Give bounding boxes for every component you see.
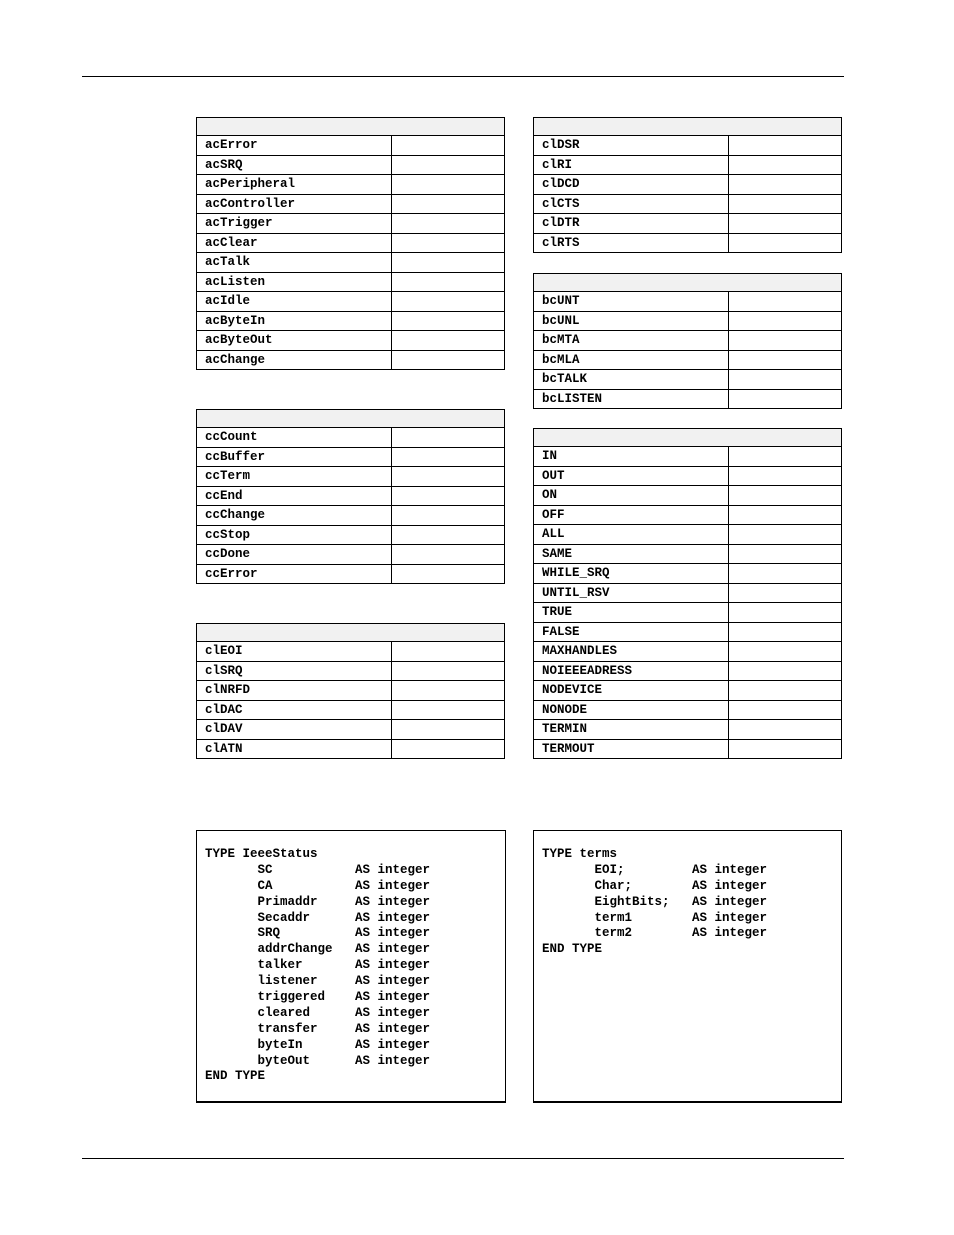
- table-row: [197, 233, 505, 253]
- constant-value: [729, 233, 842, 253]
- table-row: [534, 292, 842, 312]
- constant-name: MAXHANDLES: [534, 642, 729, 662]
- constant-value: [729, 466, 842, 486]
- constant-name: acIdle: [197, 292, 392, 312]
- constant-value: [392, 681, 505, 701]
- constant-name: clCTS: [534, 194, 729, 214]
- table-row: [534, 739, 842, 759]
- constant-name: ccDone: [197, 545, 392, 565]
- code-line: Primaddr AS integer: [205, 894, 431, 909]
- code-line: CA AS integer: [205, 878, 431, 893]
- constant-name: acClear: [197, 233, 392, 253]
- table-row: [534, 505, 842, 525]
- constant-name: ccStop: [197, 525, 392, 545]
- constant-name: clSRQ: [197, 661, 392, 681]
- code-line: TYPE terms: [542, 847, 618, 861]
- constant-value: [392, 233, 505, 253]
- constant-value: [729, 214, 842, 234]
- constant-value: [392, 506, 505, 526]
- code-line: SC AS integer: [205, 862, 431, 877]
- table-row: [534, 155, 842, 175]
- constant-name: OUT: [534, 466, 729, 486]
- constant-value: [392, 545, 505, 565]
- cl-ieee-lines-table: [196, 623, 505, 759]
- code-line: END TYPE: [542, 942, 603, 957]
- footer-rule: [82, 1158, 844, 1159]
- table-row: [197, 681, 505, 701]
- constant-value: [729, 603, 842, 623]
- table-row: [534, 564, 842, 584]
- constant-name: acListen: [197, 272, 392, 292]
- constant-value: [729, 622, 842, 642]
- constant-name: UNTIL_RSV: [534, 583, 729, 603]
- constant-name: ALL: [534, 525, 729, 545]
- table-header: [534, 274, 842, 292]
- code-line: byteIn AS integer: [205, 1037, 431, 1052]
- constant-name: clDAV: [197, 720, 392, 740]
- constant-name: NOIEEEADRESS: [534, 661, 729, 681]
- constant-value: [729, 544, 842, 564]
- constant-value: [729, 720, 842, 740]
- table-row: [197, 155, 505, 175]
- table-row: [534, 642, 842, 662]
- constant-name: bcMLA: [534, 350, 729, 370]
- constant-value: [729, 486, 842, 506]
- code-line: term1 AS integer: [542, 910, 768, 925]
- table-row: [197, 545, 505, 565]
- constant-value: [392, 350, 505, 370]
- constant-name: clATN: [197, 739, 392, 759]
- table-row: [197, 525, 505, 545]
- constant-value: [392, 194, 505, 214]
- table-row: [534, 700, 842, 720]
- constant-name: ccCount: [197, 428, 392, 448]
- constant-value: [392, 428, 505, 448]
- code-line: triggered AS integer: [205, 990, 431, 1005]
- table-row: [197, 136, 505, 156]
- bc-constants-table: [533, 273, 842, 409]
- constant-name: OFF: [534, 505, 729, 525]
- constant-value: [729, 564, 842, 584]
- constant-value: [729, 311, 842, 331]
- table-header: [534, 118, 842, 136]
- constant-name: ccChange: [197, 506, 392, 526]
- constant-name: ccTerm: [197, 467, 392, 487]
- cc-constants-table: [196, 409, 505, 584]
- code-line: EightBits; AS integer: [542, 894, 768, 909]
- table-row: [197, 272, 505, 292]
- table-header: [197, 410, 505, 428]
- code-line: listener AS integer: [205, 974, 431, 989]
- table-row: [534, 194, 842, 214]
- code-line: term2 AS integer: [542, 926, 768, 941]
- constant-value: [729, 583, 842, 603]
- table-row: [534, 175, 842, 195]
- table-row: [534, 389, 842, 409]
- constant-value: [729, 136, 842, 156]
- constant-value: [729, 155, 842, 175]
- constant-name: acTrigger: [197, 214, 392, 234]
- constant-value: [392, 155, 505, 175]
- constant-name: acByteIn: [197, 311, 392, 331]
- table-row: [197, 661, 505, 681]
- table-header: [197, 624, 505, 642]
- table-row: [197, 311, 505, 331]
- constant-name: ccBuffer: [197, 447, 392, 467]
- table-row: [534, 214, 842, 234]
- constant-name: NONODE: [534, 700, 729, 720]
- constant-value: [392, 700, 505, 720]
- constant-name: acTalk: [197, 253, 392, 273]
- constant-value: [392, 447, 505, 467]
- constant-value: [729, 681, 842, 701]
- code-line: Char; AS integer: [542, 878, 768, 893]
- table-header: [197, 118, 505, 136]
- table-row: [534, 136, 842, 156]
- constant-name: acController: [197, 194, 392, 214]
- ac-constants-table: [196, 117, 505, 370]
- constant-value: [729, 331, 842, 351]
- constant-value: [392, 311, 505, 331]
- constant-name: acByteOut: [197, 331, 392, 351]
- constant-name: FALSE: [534, 622, 729, 642]
- constant-name: bcLISTEN: [534, 389, 729, 409]
- table-row: [534, 370, 842, 390]
- constant-value: [392, 486, 505, 506]
- constant-value: [729, 292, 842, 312]
- constant-value: [392, 175, 505, 195]
- table-row: [197, 194, 505, 214]
- cl-serial-lines-table: [533, 117, 842, 253]
- table-row: [197, 506, 505, 526]
- table-row: [197, 292, 505, 312]
- table-row: [534, 544, 842, 564]
- table-row: [197, 175, 505, 195]
- constant-name: clDSR: [534, 136, 729, 156]
- table-row: [534, 681, 842, 701]
- table-row: [197, 350, 505, 370]
- table-row: [197, 720, 505, 740]
- table-row: [534, 622, 842, 642]
- constant-name: bcTALK: [534, 370, 729, 390]
- code-line: TYPE IeeeStatus: [205, 847, 318, 861]
- constant-value: [729, 661, 842, 681]
- constant-name: SAME: [534, 544, 729, 564]
- constant-value: [729, 350, 842, 370]
- constant-name: clDCD: [534, 175, 729, 195]
- constant-name: clRTS: [534, 233, 729, 253]
- table-row: [534, 720, 842, 740]
- table-row: [197, 642, 505, 662]
- table-row: [534, 525, 842, 545]
- constant-name: acError: [197, 136, 392, 156]
- constant-value: [392, 720, 505, 740]
- constant-name: clNRFD: [197, 681, 392, 701]
- table-row: [197, 739, 505, 759]
- constant-value: [729, 447, 842, 467]
- constant-value: [392, 564, 505, 584]
- constant-name: bcUNL: [534, 311, 729, 331]
- table-row: [534, 447, 842, 467]
- table-row: [534, 583, 842, 603]
- code-line: transfer AS integer: [205, 1021, 431, 1036]
- misc-constants-table: [533, 428, 842, 759]
- constant-name: acPeripheral: [197, 175, 392, 195]
- table-row: [197, 253, 505, 273]
- constant-value: [729, 370, 842, 390]
- constant-name: TERMIN: [534, 720, 729, 740]
- constant-value: [729, 700, 842, 720]
- constant-name: TRUE: [534, 603, 729, 623]
- constant-value: [392, 214, 505, 234]
- constant-name: acChange: [197, 350, 392, 370]
- table-row: [534, 331, 842, 351]
- table-row: [197, 428, 505, 448]
- constant-name: WHILE_SRQ: [534, 564, 729, 584]
- constant-value: [729, 525, 842, 545]
- ieee-status-type-code: [196, 830, 506, 1103]
- constant-value: [392, 292, 505, 312]
- table-row: [534, 466, 842, 486]
- constant-name: TERMOUT: [534, 739, 729, 759]
- code-line: cleared AS integer: [205, 1005, 431, 1020]
- constant-name: clDTR: [534, 214, 729, 234]
- constant-value: [729, 505, 842, 525]
- constant-name: acSRQ: [197, 155, 392, 175]
- table-row: [197, 700, 505, 720]
- constant-name: ccError: [197, 564, 392, 584]
- constant-value: [729, 389, 842, 409]
- table-row: [534, 603, 842, 623]
- constant-name: bcMTA: [534, 331, 729, 351]
- code-line: talker AS integer: [205, 958, 431, 973]
- table-row: [197, 564, 505, 584]
- table-row: [197, 447, 505, 467]
- table-row: [197, 467, 505, 487]
- constant-name: ccEnd: [197, 486, 392, 506]
- constant-value: [729, 175, 842, 195]
- constant-name: clEOI: [197, 642, 392, 662]
- constant-value: [392, 136, 505, 156]
- table-row: [197, 331, 505, 351]
- header-rule: [82, 76, 844, 77]
- constant-value: [392, 272, 505, 292]
- table-row: [197, 486, 505, 506]
- constant-value: [392, 525, 505, 545]
- constant-name: NODEVICE: [534, 681, 729, 701]
- constant-value: [729, 194, 842, 214]
- terms-type-code: [533, 830, 842, 1103]
- table-row: [534, 350, 842, 370]
- constant-value: [392, 642, 505, 662]
- constant-value: [729, 739, 842, 759]
- code-line: byteOut AS integer: [205, 1053, 431, 1068]
- table-row: [534, 661, 842, 681]
- code-line: addrChange AS integer: [205, 942, 431, 957]
- table-row: [534, 233, 842, 253]
- constant-name: ON: [534, 486, 729, 506]
- table-header: [534, 429, 842, 447]
- code-line: SRQ AS integer: [205, 926, 431, 941]
- constant-value: [392, 739, 505, 759]
- code-line: END TYPE: [205, 1069, 266, 1084]
- constant-value: [729, 642, 842, 662]
- constant-name: IN: [534, 447, 729, 467]
- table-row: [197, 214, 505, 234]
- table-row: [534, 311, 842, 331]
- table-row: [534, 486, 842, 506]
- code-line: Secaddr AS integer: [205, 910, 431, 925]
- constant-value: [392, 331, 505, 351]
- constant-value: [392, 661, 505, 681]
- constant-name: clRI: [534, 155, 729, 175]
- constant-value: [392, 467, 505, 487]
- constant-name: bcUNT: [534, 292, 729, 312]
- code-line: EOI; AS integer: [542, 862, 768, 877]
- constant-name: clDAC: [197, 700, 392, 720]
- constant-value: [392, 253, 505, 273]
